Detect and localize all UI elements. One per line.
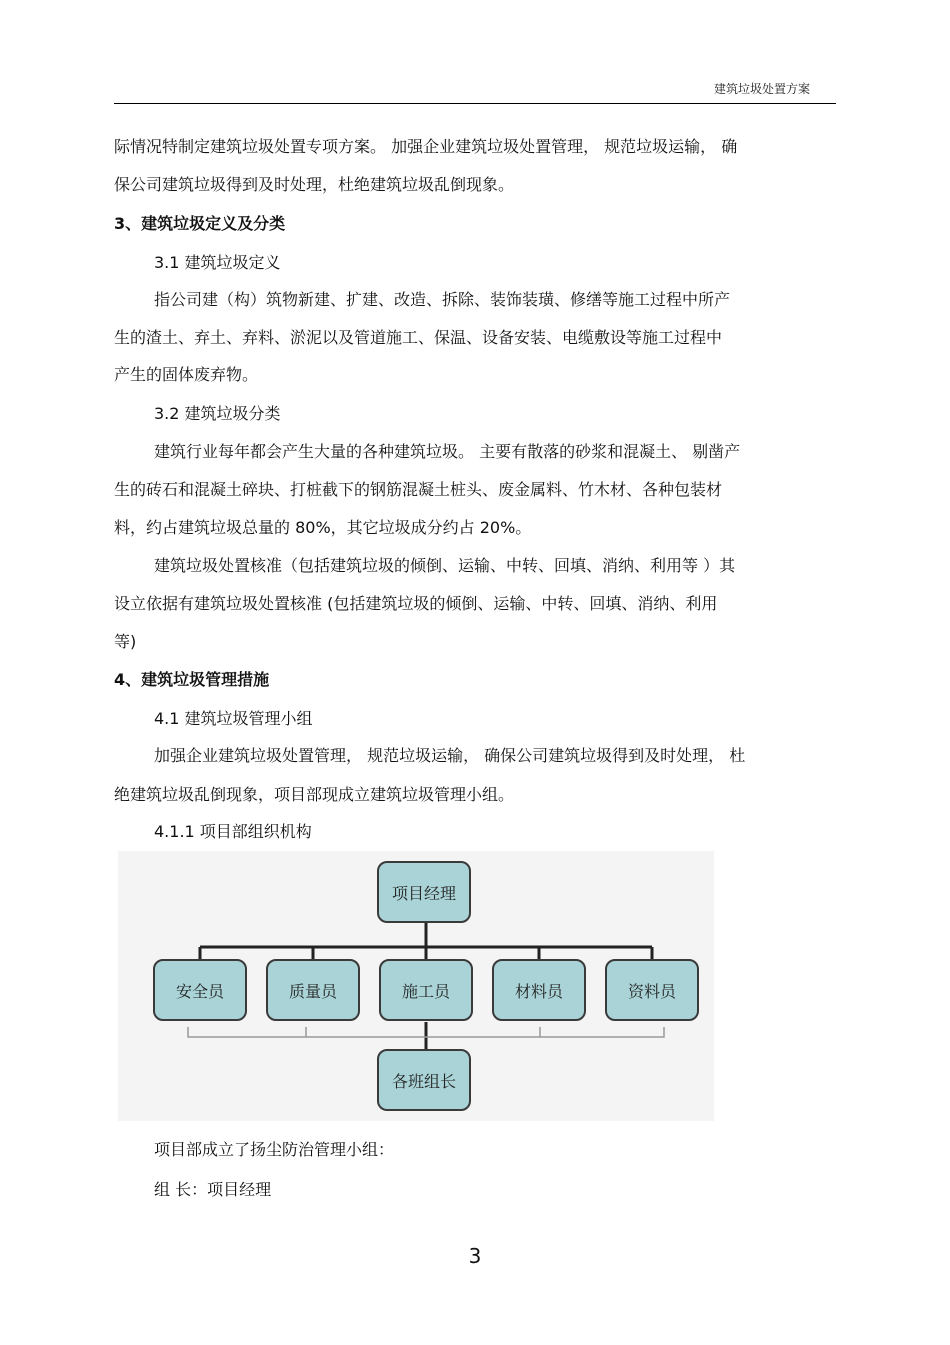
org-node-team-leaders: 各班组长 [377,1049,471,1111]
header-title: 建筑垃圾处置方案 [713,82,810,96]
subsection-heading: 3.1 建筑垃圾定义 [154,253,281,272]
org-node-project-manager: 项目经理 [377,861,471,923]
paragraph-line: 设立依据有建筑垃圾处置核准 (包括建筑垃圾的倾倒、运输、中转、回填、消纳、利用 [114,594,718,613]
header-divider [114,103,836,104]
paragraph-line: 生的砖石和混凝土碎块、打桩截下的钢筋混凝土桩头、废金属料、竹木材、各种包装材 [114,480,723,499]
subsection-heading: 4.1.1 项目部组织机构 [154,822,312,841]
org-node-safety-officer: 安全员 [153,959,247,1021]
page-number: 3 [468,1244,482,1268]
section-heading: 3、建筑垃圾定义及分类 [114,214,286,233]
org-chart [118,851,714,1121]
paragraph-line: 项目部成立了扬尘防治管理小组： [154,1140,395,1159]
paragraph-line: 绝建筑垃圾乱倒现象，项目部现成立建筑垃圾管理小组。 [114,785,515,804]
paragraph-line: 产生的固体废弃物。 [114,365,259,384]
paragraph-line: 指公司建（构）筑物新建、扩建、改造、拆除、装饰装璜、修缮等施工过程中所产 [154,290,731,309]
org-node-materials-officer: 材料员 [492,959,586,1021]
paragraph-line: 保公司建筑垃圾得到及时处理，杜绝建筑垃圾乱倒现象。 [114,175,515,194]
paragraph-line: 生的渣土、弃土、弃料、淤泥以及管道施工、保温、设备安装、电缆敷设等施工过程中 [114,328,723,347]
paragraph-line: 建筑行业每年都会产生大量的各种建筑垃圾。 主要有散落的砂浆和混凝土、 剔凿产 [154,442,741,461]
paragraph-line: 组 长：项目经理 [154,1180,272,1199]
paragraph-line: 际情况特制定建筑垃圾处置专项方案。 加强企业建筑垃圾处置管理， 规范垃圾运输， 确 [114,137,738,156]
paragraph-line: 加强企业建筑垃圾处置管理， 规范垃圾运输， 确保公司建筑垃圾得到及时处理， 杜 [154,746,746,765]
org-node-quality-officer: 质量员 [266,959,360,1021]
section-heading: 4、建筑垃圾管理措施 [114,670,270,689]
subsection-heading: 4.1 建筑垃圾管理小组 [154,709,313,728]
org-node-documents-officer: 资料员 [605,959,699,1021]
org-node-construction-officer: 施工员 [379,959,473,1021]
paragraph-line: 建筑垃圾处置核准（包括建筑垃圾的倾倒、运输、中转、回填、消纳、利用等 ）其 [154,556,736,575]
paragraph-line: 料，约占建筑垃圾总量的 80%，其它垃圾成分约占 20%。 [114,518,532,537]
subsection-heading: 3.2 建筑垃圾分类 [154,404,281,423]
paragraph-line: 等) [114,632,137,651]
